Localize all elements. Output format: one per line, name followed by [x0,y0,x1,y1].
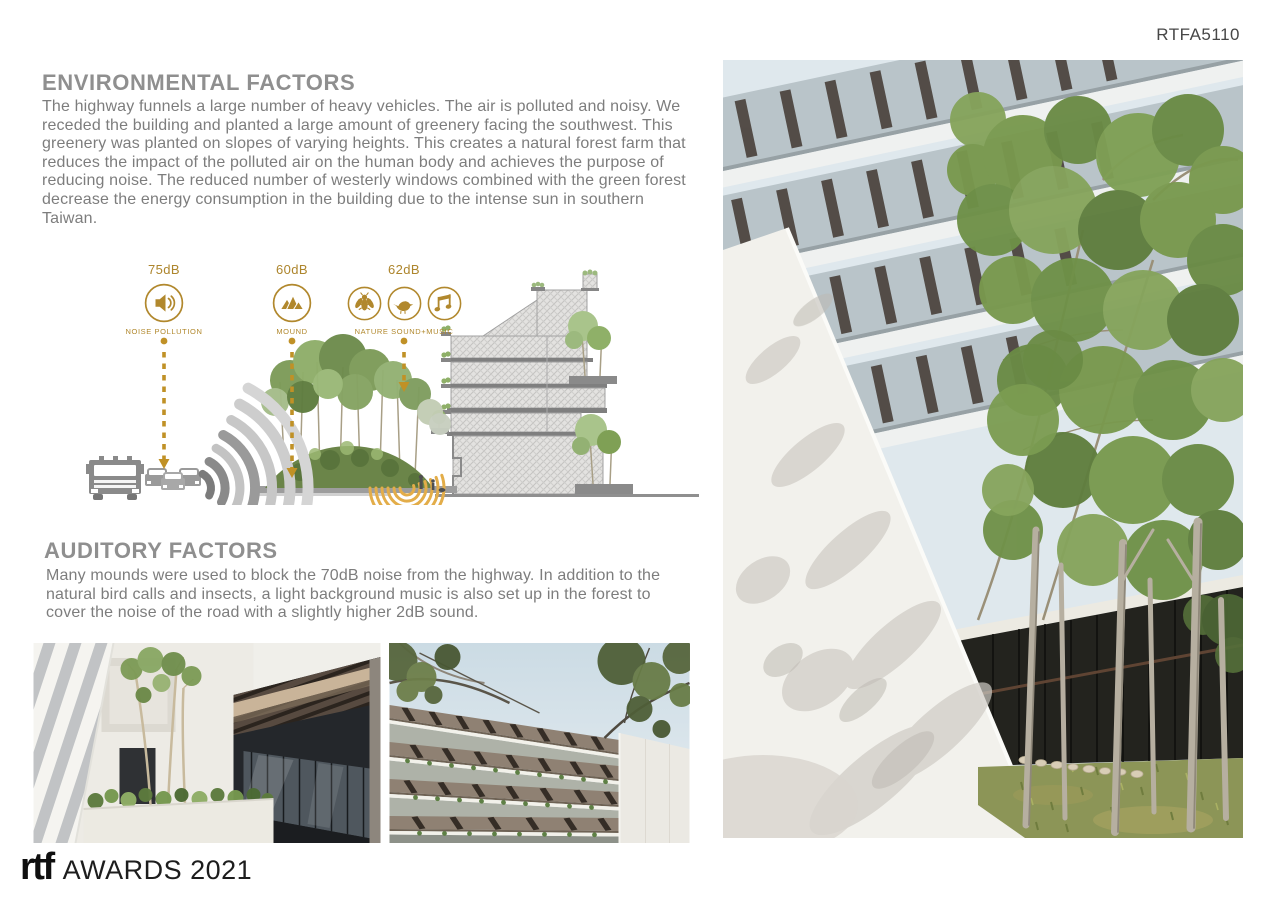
courtyard-photo [33,643,381,843]
diagram-group-nature-sound [322,262,486,336]
icon-row [144,282,184,324]
diagram-label: NOISE POLLUTION [125,327,203,336]
truck-icon [86,456,144,500]
hero-photo [723,60,1243,838]
rtf-logo: rtf [20,846,53,888]
mound-icon [272,283,312,323]
decibel-label: 75dB [148,262,180,277]
bird-icon [387,286,422,321]
insect-icon [347,286,382,321]
diagram-label: NATURE SOUND+MUSIC [354,327,454,336]
auditory-factors-body: Many mounds were used to block the 70dB noise from the highway. In addition to the natural bird calls and insects, a light background music is also set up in the forest to cover the noise of the road with a slightly higher 2dB sound. [46,567,661,622]
footer [20,846,252,889]
cars-icon [145,468,201,490]
awards-label: AWARDS 2021 [62,855,253,885]
diagram-group-noise-pollution [99,262,229,336]
facade-photo [389,643,690,843]
icon-row [272,282,312,324]
environmental-factors-title: ENVIRONMENTAL FACTORS [42,70,356,95]
decibel-label: 60dB [276,262,308,277]
auditory-factors-title: AUDITORY FACTORS [44,538,278,563]
decibel-label: 62dB [388,262,420,277]
music-note-icon [427,286,462,321]
icon-row [347,282,462,324]
diagram-label: MOUND [276,327,308,336]
environmental-factors-body: The highway funnels a large number of heavy vehicles. The air is polluted and noisy. We receded the building and planted a large amount of greenery facing the southwest. This greenery was planted on slopes of varying heights. This creates a natural forest farm that reduces the impact of the polluted air on the human body and achieves the purpose of reducing noise. The reduced number of westerly windows combined with the green forest decrease the energy consumption in the building due to the intense sun in southern Taiwan. [42,98,686,227]
noise-diagram [85,262,705,505]
page-code: RTFA5110 [1156,25,1240,44]
speaker-icon [144,283,184,323]
